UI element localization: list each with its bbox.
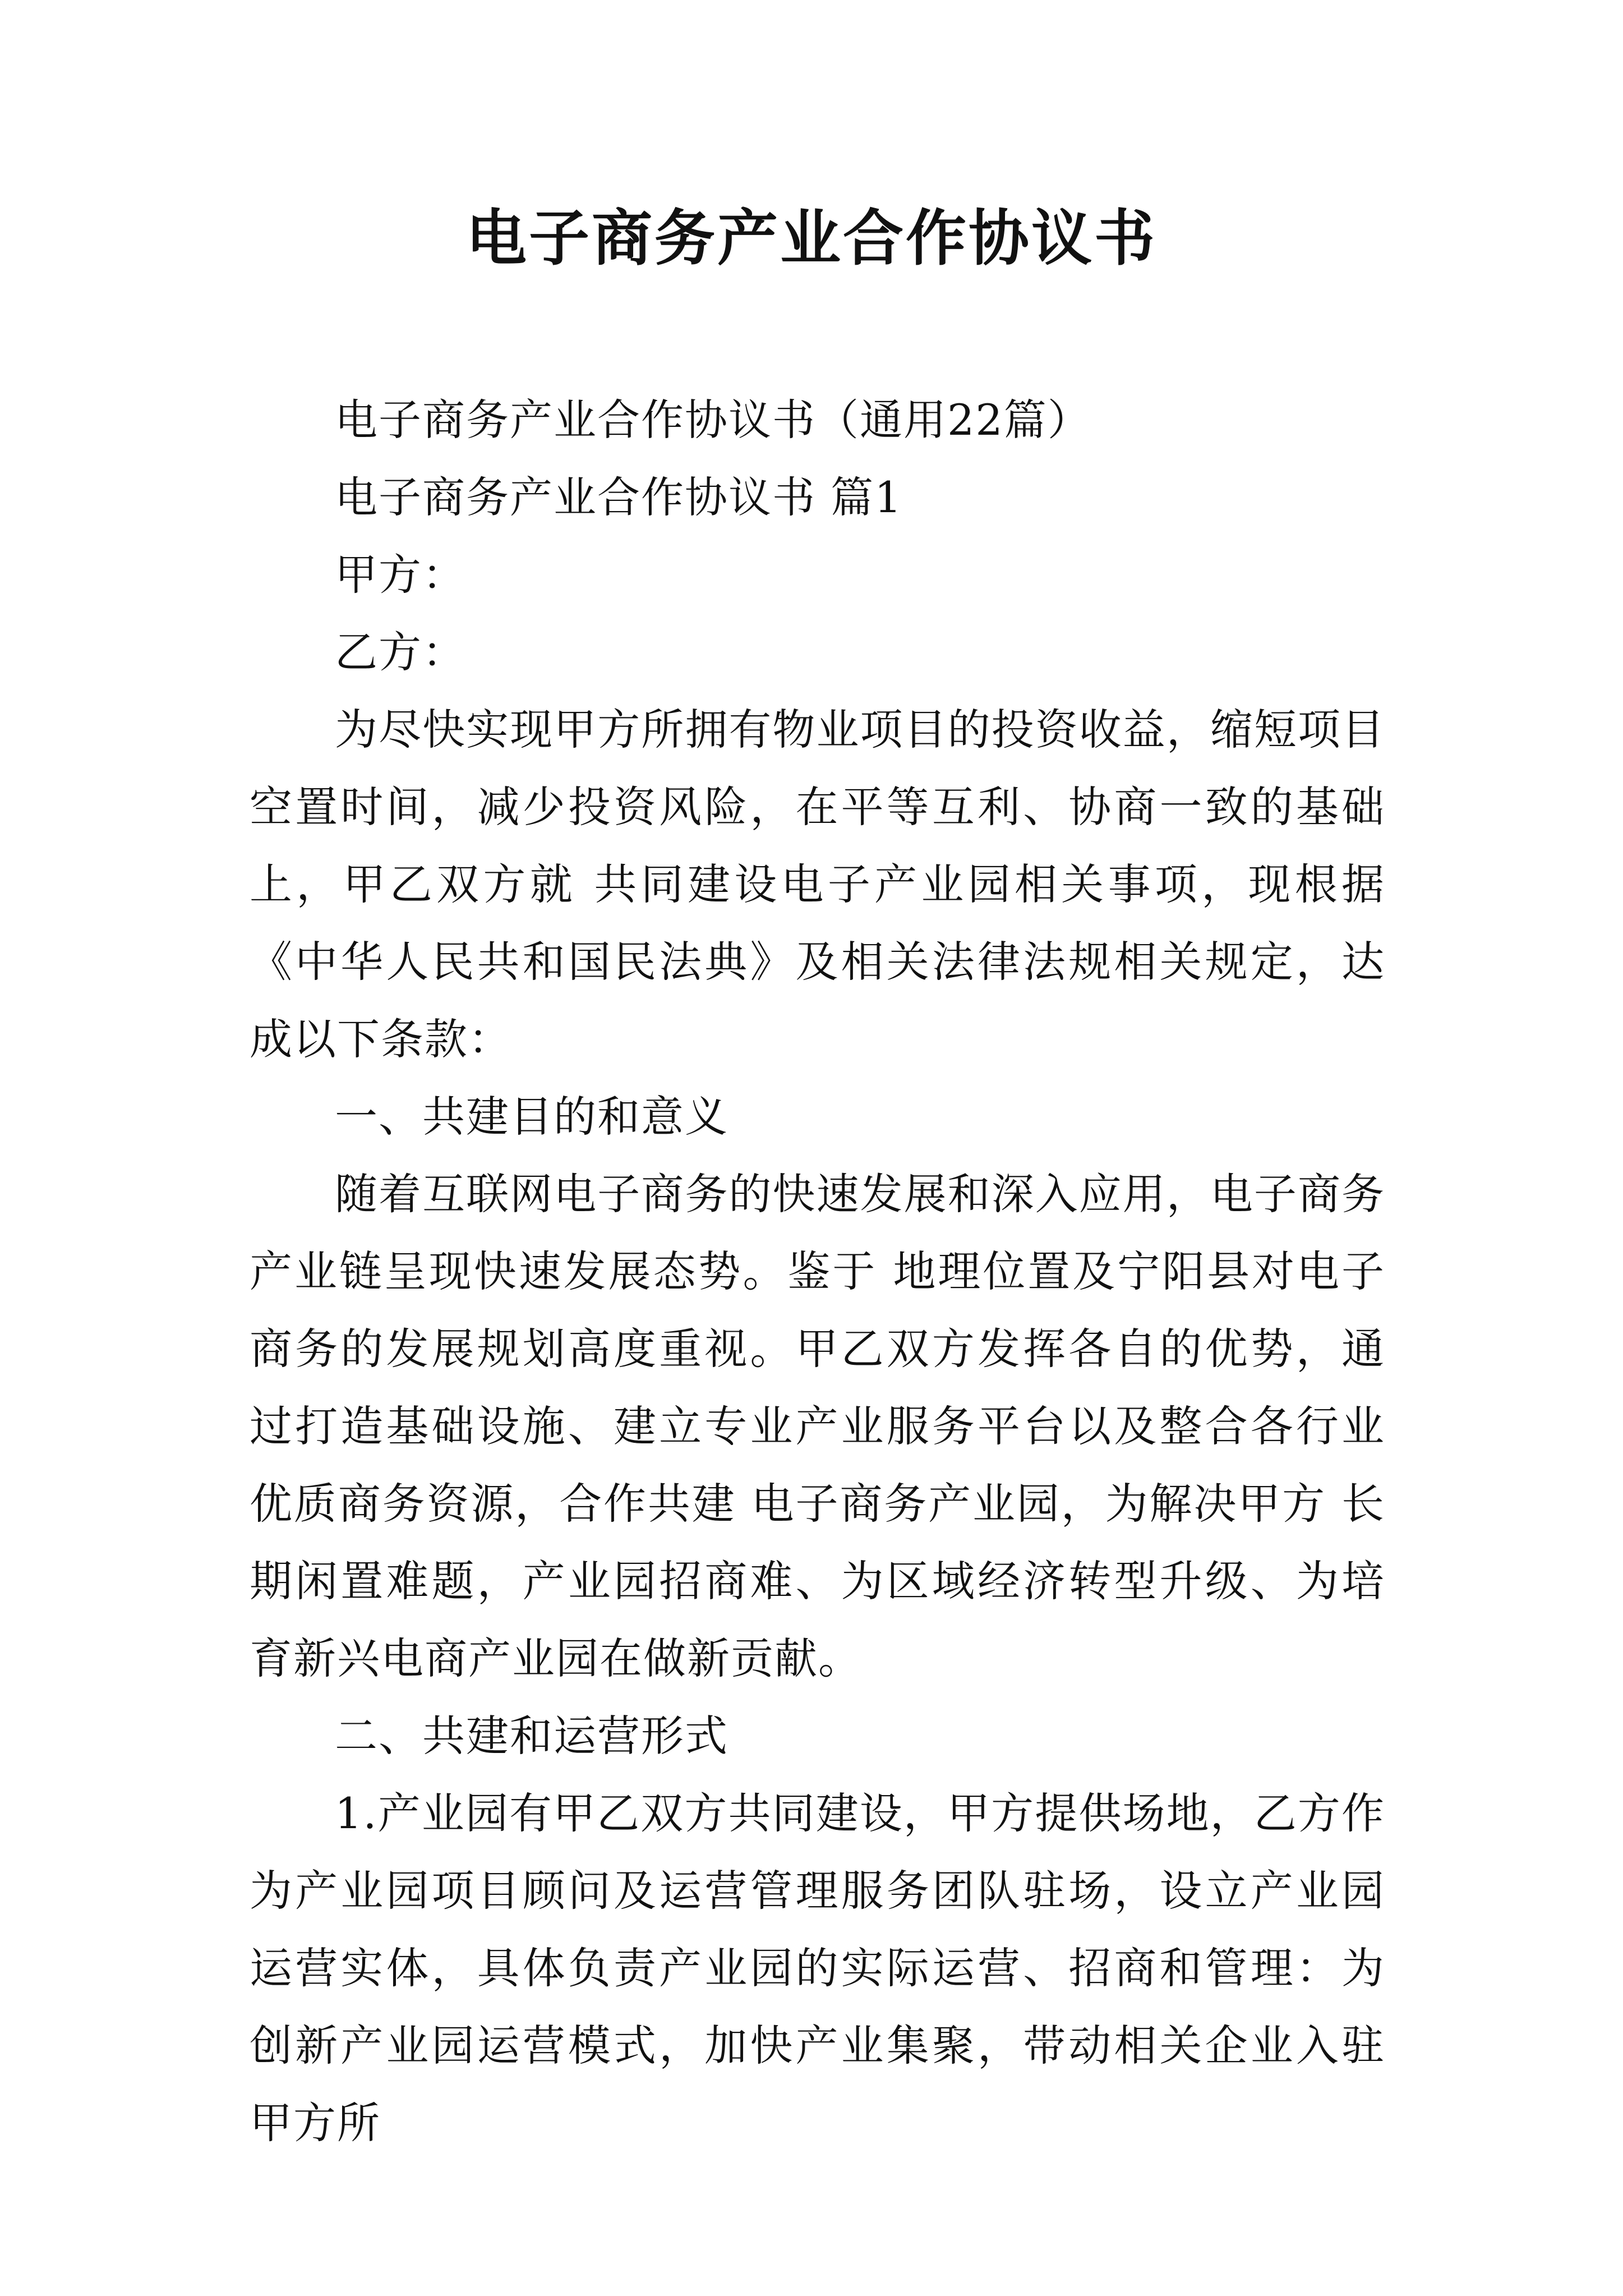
clause-one-heading: 一、共建目的和意义 <box>335 1092 728 1142</box>
intro-paragraph: 为尽快实现甲方所拥有物业项目的投资收益，缩短项目空置时间，减少投资风险，在平等互利、协商一致的基础上，甲乙双方就 共同建设电子产业园相关事项，现根据《中华人民共和国民法典》及相关法律法规相关规定，达成以下条款： <box>250 705 1385 1064</box>
party-b-line: 乙方： <box>335 627 466 677</box>
subtitle-paragraph: 电子商务产业合作协议书（通用22篇） <box>335 395 1091 445</box>
document-title: 电子商务产业合作协议书 <box>465 203 1157 274</box>
document-body <box>250 381 1385 2162</box>
clause-two-paragraph: 1.产业园有甲乙双方共同建设，甲方提供场地，乙方作为产业园项目顾问及运营管理服务团队驻场，设立产业园运营实体，具体负责产业园的实际运营、招商和管理：为创新产业园运营模式，加快产业集聚，带动相关企业入驻甲方所 <box>250 1788 1385 2148</box>
section-heading: 电子商务产业合作协议书 篇1 <box>335 472 903 522</box>
clause-two-heading: 二、共建和运营形式 <box>335 1711 728 1761</box>
party-a-line: 甲方： <box>335 550 466 600</box>
clause-one-paragraph: 随着互联网电子商务的快速发展和深入应用，电子商务产业链呈现快速发展态势。鉴于 地理位置及宁阳县对电子商务的发展规划高度重视。甲乙双方发挥各自的优势，通过打造基础设施、建立专业产业服务平台以及整合各行业优质商务资源，合作共建 电子商务产业园，为解决甲方 长期闲置难题，产业园招商难、为区域经济转型升级、为培育新兴电商产业园在做新贡献。 <box>250 1169 1385 1683</box>
